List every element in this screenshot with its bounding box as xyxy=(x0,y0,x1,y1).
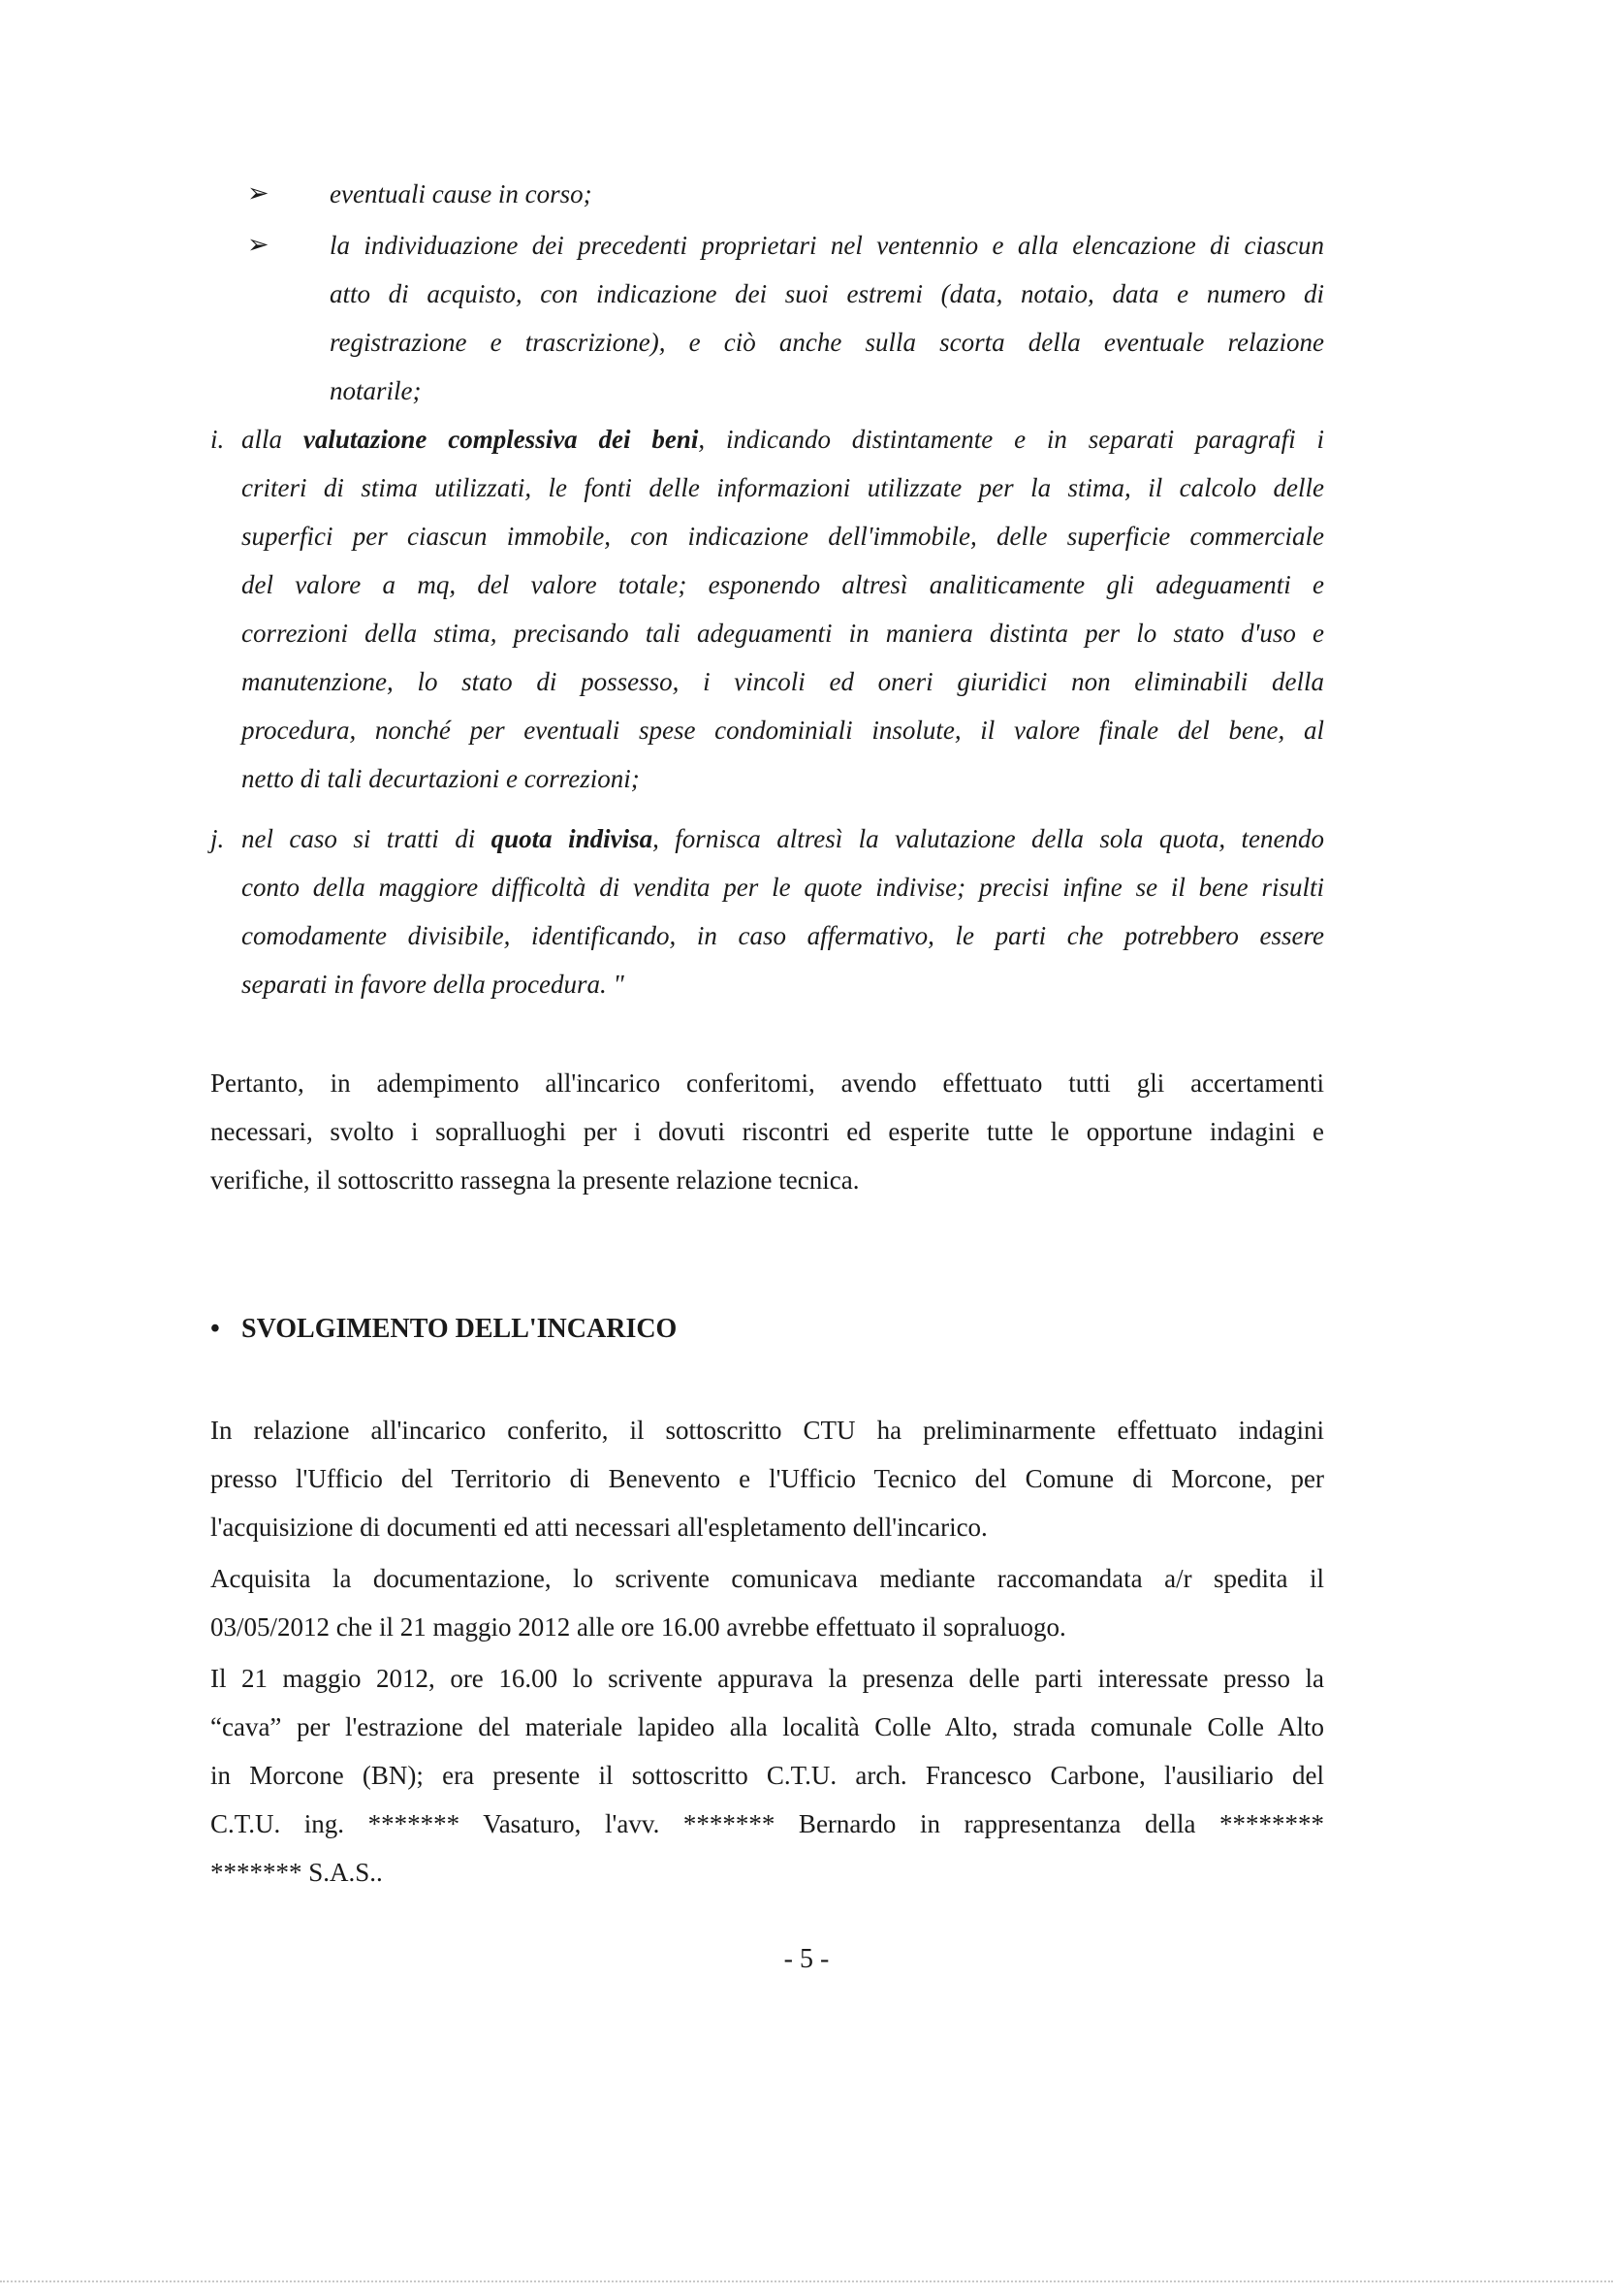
item-j-line: separati in favore della procedura. " xyxy=(241,970,624,999)
paragraph-line: l'acquisizione di documenti ed atti necessari all'espletamento dell'incarico. xyxy=(210,1513,988,1542)
item-i-line: del valore a mq, del valore totale; esponendo altresì analiticamente gli adeguamenti e xyxy=(241,570,1324,599)
item-j-text: nel caso si tratti di xyxy=(241,824,491,853)
item-i-bold-text: valutazione complessiva dei beni xyxy=(302,425,699,454)
item-i-line: criteri di stima utilizzati, le fonti delle informazioni utilizzate per la stima, il calcolo delle xyxy=(241,473,1324,502)
paragraph-line: Pertanto, in adempimento all'incarico conferitomi, avendo effettuato tutti gli accertamenti xyxy=(210,1068,1324,1098)
section-heading: SVOLGIMENTO DELL'INCARICO xyxy=(241,1314,678,1344)
paragraph-line: verifiche, il sottoscritto rassegna la presente relazione tecnica. xyxy=(210,1165,860,1195)
bullet-item-proprietari-line: atto di acquisto, con indicazione dei suoi estremi (data, notaio, data e numero di xyxy=(330,279,1324,308)
paragraph-line: Il 21 maggio 2012, ore 16.00 lo scrivente appurava la presenza delle parti interessate presso la xyxy=(210,1664,1324,1693)
bullet-item-proprietari-line: notarile; xyxy=(330,376,422,405)
paragraph-line: presso l'Ufficio del Territorio di Benevento e l'Ufficio Tecnico del Comune di Morcone, per xyxy=(210,1464,1324,1493)
item-j-bold-text: quota indivisa xyxy=(490,824,653,853)
item-i-text: , indicando distintamente e in separati paragrafi i xyxy=(698,425,1324,454)
paragraph-line: 03/05/2012 che il 21 maggio 2012 alle ore 16.00 avrebbe effettuato il sopraluogo. xyxy=(210,1612,1066,1642)
paragraph-line: necessari, svolto i sopralluoghi per i dovuti riscontri ed esperite tutte le opportune indagini e xyxy=(210,1117,1324,1146)
item-j-line: conto della maggiore difficoltà di vendita per le quote indivise; precisi infine se il bene risulti xyxy=(241,873,1324,902)
paragraph-line: In relazione all'incarico conferito, il sottoscritto CTU ha preliminarmente effettuato indagini xyxy=(210,1416,1324,1445)
paragraph-line: C.T.U. ing. ******* Vasaturo, l'avv. ******* Bernardo in rappresentanza della ******** xyxy=(210,1809,1324,1838)
bullet-item-cause: eventuali cause in corso; xyxy=(330,179,592,208)
arrow-bullet-icon: ➢ xyxy=(247,230,269,260)
paragraph-line: in Morcone (BN); era presente il sottoscritto C.T.U. arch. Francesco Carbone, l'ausiliario del xyxy=(210,1761,1324,1790)
item-j-line xyxy=(241,814,1324,863)
section-bullet-icon: • xyxy=(210,1314,220,1344)
scan-divider xyxy=(0,2280,1613,2282)
item-i-line xyxy=(241,415,1324,463)
paragraph-line: “cava” per l'estrazione del materiale lapideo alla località Colle Alto, strada comunale Colle Alto xyxy=(210,1712,1324,1741)
item-i-text: alla xyxy=(241,425,303,454)
paragraph-line: ******* S.A.S.. xyxy=(210,1858,383,1887)
arrow-bullet-icon: ➢ xyxy=(247,178,269,208)
item-j-text: , fornisca altresì la valutazione della sola quota, tenendo xyxy=(652,824,1325,853)
list-marker-i: i. xyxy=(210,425,225,454)
page-number: - 5 - xyxy=(783,1944,830,1974)
item-i-line: superfici per ciascun immobile, con indicazione dell'immobile, delle superficie commerciale xyxy=(241,522,1324,551)
list-marker-j: j. xyxy=(210,824,225,853)
paragraph-line: Acquisita la documentazione, lo scrivente comunicava mediante raccomandata a/r spedita il xyxy=(210,1564,1324,1593)
item-i-line: procedura, nonché per eventuali spese condominiali insolute, il valore finale del bene, al xyxy=(241,716,1324,745)
bullet-item-proprietari-line: registrazione e trascrizione), e ciò anche sulla scorta della eventuale relazione xyxy=(330,328,1324,357)
bullet-item-proprietari-line: la individuazione dei precedenti proprietari nel ventennio e alla elencazione di ciascun xyxy=(330,231,1324,260)
item-i-line: correzioni della stima, precisando tali adeguamenti in maniera distinta per lo stato d'uso e xyxy=(241,619,1324,648)
item-i-line: netto di tali decurtazioni e correzioni; xyxy=(241,764,640,793)
item-i-line: manutenzione, lo stato di possesso, i vincoli ed oneri giuridici non eliminabili della xyxy=(241,667,1324,696)
item-j-line: comodamente divisibile, identificando, in caso affermativo, le parti che potrebbero essere xyxy=(241,921,1324,950)
